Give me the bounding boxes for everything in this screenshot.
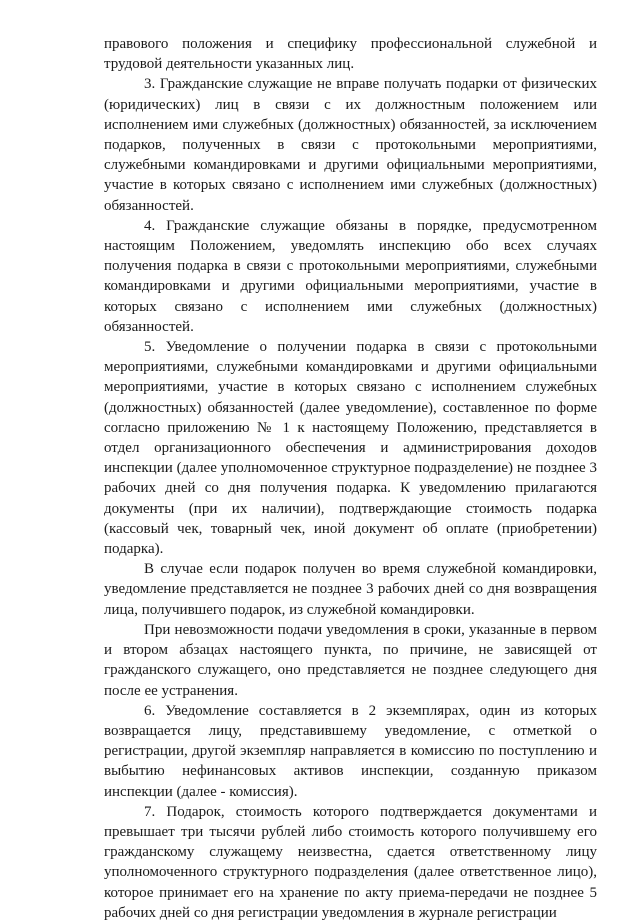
paragraph-item-5: 5. Уведомление о получении подарка в связи с протокольными мероприятиями, служебными командировками и другими официальными мероприятиями, участие в которых связано с исполнением служебных (должностных) обязанностей (далее уведомление), составленное по форме согласно приложению № 1 к настоящему Положению, представляется в отдел организационного обеспечения и администрирования доходов инспекции (далее уполномоченное структурное подразделение) не позднее 3 рабочих дней со дня получения подарка. К уведомлению прилагаются документы (при их наличии), подтверждающие стоимость подарка (кассовый чек, товарный чек, иной документ об оплате (приобретении) подарка).: [104, 339, 597, 558]
document-body: [104, 34, 597, 923]
paragraph-item-7: 7. Подарок, стоимость которого подтверждается документами и превышает три тысячи рублей либо стоимость которого получившему его гражданскому служащему неизвестна, сдается ответственному лицу уполномоченного структурного подразделения (далее ответственное лицо), которое принимает его на хранение по акту приема-передачи не позднее 5 рабочих дней со дня регистрации уведомления в журнале регистрации: [104, 803, 597, 921]
paragraph-item-6: 6. Уведомление составляется в 2 экземплярах, один из которых возвращается лицу, представившему уведомление, с отметкой о регистрации, другой экземпляр направляется в комиссию по поступлению и выбытию нефинансовых активов инспекции, созданную приказом инспекции (далее - комиссия).: [104, 702, 597, 800]
paragraph-item-4: 4. Гражданские служащие обязаны в порядке, предусмотренном настоящим Положением, уведомлять инспекцию обо всех случаях получения подарка в связи с протокольными мероприятиями, служебными командировками и другими официальными мероприятиями, участие в которых связано с исполнением ими служебных (должностных) обязанностей.: [104, 217, 597, 335]
paragraph-item-5-impossibility: При невозможности подачи уведомления в сроки, указанные в первом и втором абзацах настоящего пункта, по причине, не зависящей от гражданского служащего, оно представляется не позднее следующего дня после ее устранения.: [104, 621, 597, 699]
paragraph-continuation: правового положения и специфику профессиональной служебной и трудовой деятельности указанных лиц.: [104, 36, 597, 73]
paragraph-item-3: 3. Гражданские служащие не вправе получать подарки от физических (юридических) лиц в связи с их должностным положением или исполнением ими служебных (должностных) обязанностей, за исключением подарков, полученных в связи с протокольными мероприятиями, служебными командировками и другими официальными мероприятиями, участие в которых связано с исполнением ими служебных (должностных) обязанностей.: [104, 76, 597, 214]
paragraph-item-5-business-trip: В случае если подарок получен во время служебной командировки, уведомление представляется не позднее 3 рабочих дней со дня возвращения лица, получившего подарок, из служебной командировки.: [104, 561, 597, 618]
